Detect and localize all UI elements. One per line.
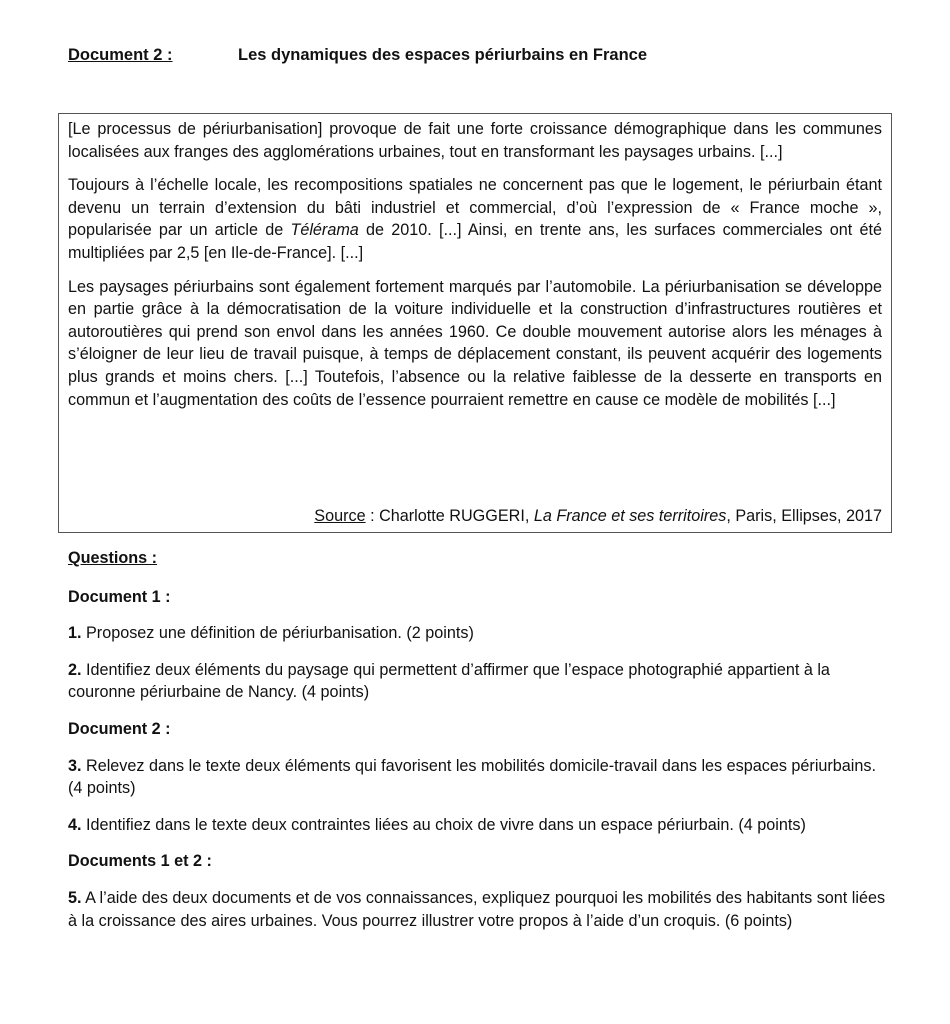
excerpt-paragraph-2 (68, 174, 882, 264)
excerpt-paragraph-3: Les paysages périurbains sont également fortement marqués par l’automobile. La périurbanisation se développe en partie grâce à la démocratisation de la voiture individuelle et la construction d’infrastructures routières et autoroutières qui prend son envol dans les années 1960. Ce double mouvement autorise alors les ménages à s’éloigner de leur lieu de travail puisque, à temps de déplacement constant, ils peuvent acquérir des logements plus grands et moins chers. [...] Toutefois, l’absence ou la relative faiblesse de la desserte en transports en commun et l’augmentation des coûts de l’essence pourraient remettre en cause ce modèle de mobilités [...] (68, 277, 882, 409)
question-text: Relevez dans le texte deux éléments qui favorisent les mobilités domicile-travail dans les espaces périurbains. (4 points) (68, 756, 876, 798)
source-publisher: , Paris, Ellipses, 2017 (726, 507, 882, 526)
excerpt-paragraph-1: [Le processus de périurbanisation] provoque de fait une forte croissance démographique dans les communes localisées aux franges des agglomérations urbaines, tout en transformant les paysages urbains. [...] (68, 120, 882, 161)
source-author: : Charlotte RUGGERI, (365, 507, 534, 526)
document-heading: Les dynamiques des espaces périurbains en France (238, 46, 648, 64)
question-3 (68, 755, 888, 800)
question-number: 5. (68, 888, 82, 907)
excerpt-p2-text: Toujours à l’échelle locale, les recompositions spatiales ne concernent pas que le logement, le périurbain étant devenu un terrain d’extension du bâti industriel et commercial, d’où l’expression de « France moche », popularisée par un article de (68, 176, 882, 240)
question-2 (68, 659, 888, 704)
section-document-2: Document 2 : (68, 719, 171, 738)
excerpt-box (58, 113, 892, 533)
source-book-title: La France et ses territoires (533, 507, 727, 526)
document-title (68, 46, 647, 65)
question-text: Identifiez deux éléments du paysage qui permettent d’affirmer que l’espace photographié appartient à la couronne périurbaine de Nancy. (4 points) (68, 660, 830, 702)
question-text: Proposez une définition de périurbanisation. (2 points) (81, 624, 474, 643)
telerama-title: Télérama (290, 221, 359, 240)
question-5 (68, 887, 888, 932)
section-documents-1-2: Documents 1 et 2 : (68, 852, 212, 871)
questions-heading: Questions : (68, 549, 158, 567)
excerpt-p2-text-end: de 2010. [...] Ainsi, en trente ans, les surfaces commerciales ont été multipliées par 2,5 [en Ile-de-France]. [...] (68, 221, 882, 262)
section-document-1: Document 1 : (68, 587, 171, 606)
question-number: 1. (68, 624, 82, 643)
question-text: A l’aide des deux documents et de vos connaissances, expliquez pourquoi les mobilités des habitants sont liées à la croissance des aires urbaines. Vous pourrez illustrer votre propos à l’aide d’un croquis. (6 points) (68, 888, 886, 930)
source-label: Source (314, 507, 366, 526)
questions-section (68, 547, 888, 946)
question-number: 4. (68, 815, 82, 834)
question-text: Identifiez dans le texte deux contraintes liées au choix de vivre dans un espace périurbain. (4 points) (81, 815, 806, 834)
question-1 (68, 622, 888, 645)
question-number: 3. (68, 756, 82, 775)
question-number: 2. (68, 660, 82, 679)
question-4 (68, 814, 888, 837)
source-citation (314, 505, 882, 528)
document-label: Document 2 : (68, 46, 173, 64)
